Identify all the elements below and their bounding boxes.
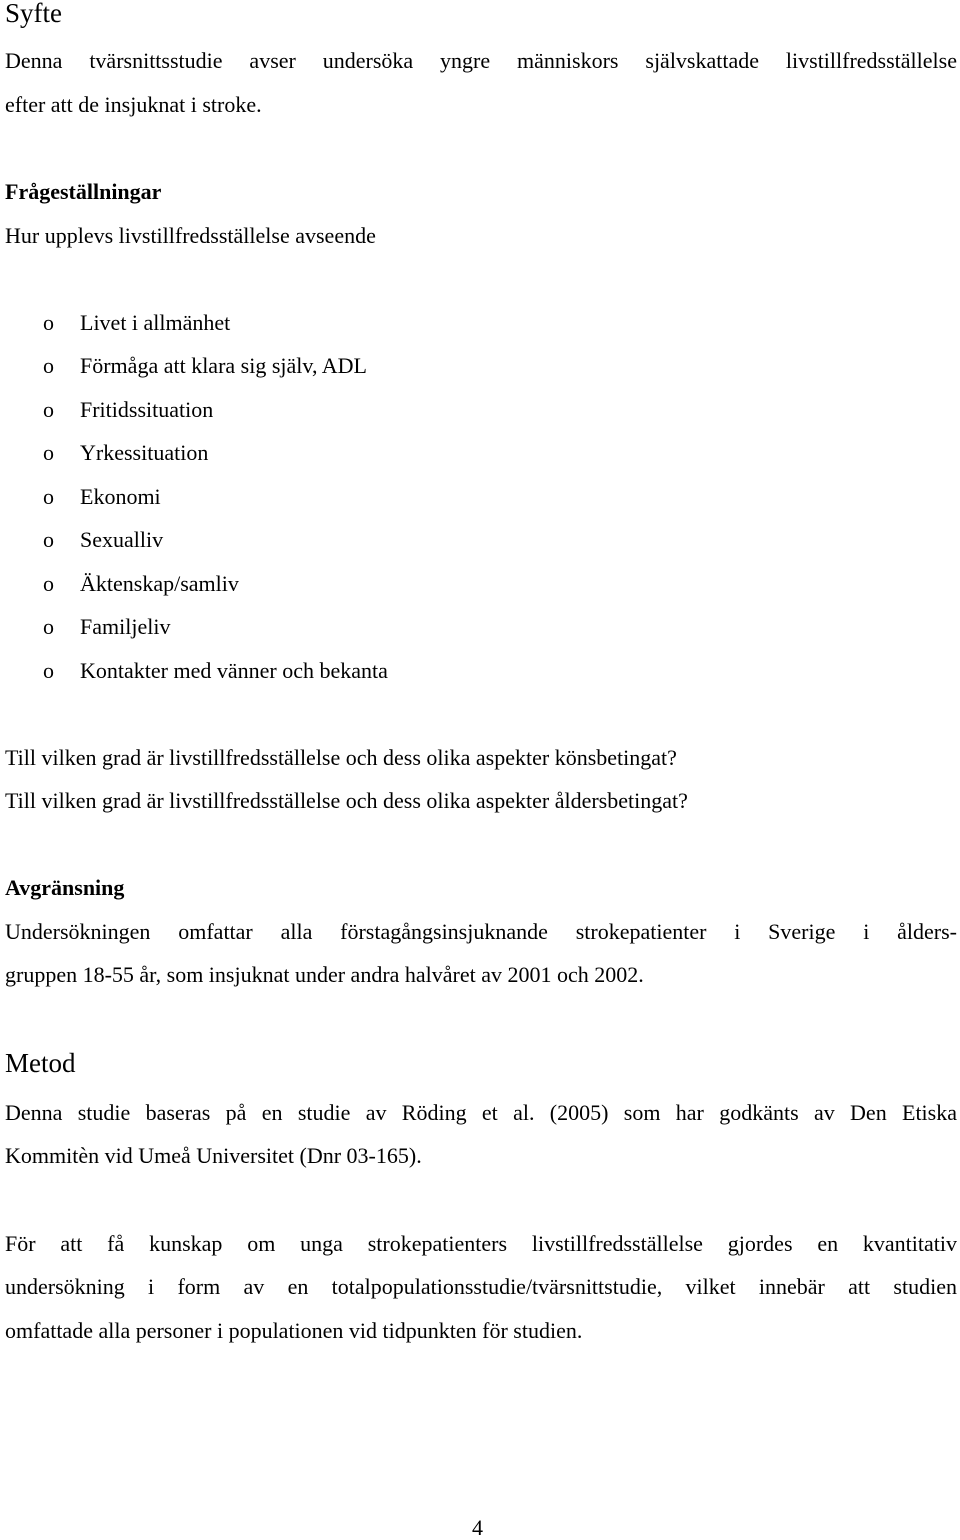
list-item-label: Ekonomi bbox=[80, 484, 161, 509]
metod-p1-line-2: Kommitèn vid Umeå Universitet (Dnr 03-165). bbox=[5, 1143, 422, 1168]
list-item-label: Livet i allmänhet bbox=[80, 310, 231, 335]
metod-p1-line-1: Denna studie baseras på en studie av Röding et al. (2005) som har godkänts av Den Etiska bbox=[5, 1100, 957, 1125]
bullet-marker: o bbox=[43, 527, 54, 552]
bullet-marker: o bbox=[43, 658, 54, 683]
heading-metod: Metod bbox=[5, 1048, 76, 1078]
page-number: 4 bbox=[472, 1515, 483, 1540]
bullet-marker: o bbox=[43, 484, 54, 509]
list-item-label: Äktenskap/samliv bbox=[80, 571, 239, 596]
syfte-line-2: efter att de insjuknat i stroke. bbox=[5, 92, 262, 117]
bullet-marker: o bbox=[43, 353, 54, 378]
metod-p2-line-2: undersökning i form av en totalpopulationsstudie/tvärsnittstudie, vilket innebär att studien bbox=[5, 1274, 957, 1299]
bullet-marker: o bbox=[43, 571, 54, 596]
bullet-marker: o bbox=[43, 440, 54, 465]
bullet-marker: o bbox=[43, 614, 54, 639]
fragestallningar-intro: Hur upplevs livstillfredsställelse avseende bbox=[5, 223, 376, 248]
list-item-label: Sexualliv bbox=[80, 527, 164, 552]
heading-avgransning: Avgränsning bbox=[5, 875, 125, 900]
bullet-marker: o bbox=[43, 310, 54, 335]
question-gender: Till vilken grad är livstillfredsställelse och dess olika aspekter könsbetingat? bbox=[5, 745, 677, 770]
avgransning-line-1: Undersökningen omfattar alla förstagångsinsjuknande strokepatienter i Sverige i ålders- bbox=[5, 919, 957, 944]
metod-p2-line-1: För att få kunskap om unga strokepatienters livstillfredsställelse gjordes en kvantitativ bbox=[5, 1231, 957, 1256]
list-item-label: Familjeliv bbox=[80, 614, 171, 639]
bullet-marker: o bbox=[43, 397, 54, 422]
list-item-label: Yrkessituation bbox=[80, 440, 209, 465]
syfte-line-1: Denna tvärsnittsstudie avser undersöka yngre människors självskattade livstillfredsställelse bbox=[5, 48, 957, 73]
list-item-label: Förmåga att klara sig själv, ADL bbox=[80, 353, 367, 378]
avgransning-line-2: gruppen 18-55 år, som insjuknat under andra halvåret av 2001 och 2002. bbox=[5, 962, 644, 987]
heading-syfte: Syfte bbox=[5, 0, 62, 28]
list-item-label: Fritidssituation bbox=[80, 397, 214, 422]
metod-p2-line-3: omfattade alla personer i populationen vid tidpunkten för studien. bbox=[5, 1318, 583, 1343]
heading-fragestallningar: Frågeställningar bbox=[5, 179, 162, 204]
question-age: Till vilken grad är livstillfredsställelse och dess olika aspekter åldersbetingat? bbox=[5, 788, 688, 813]
list-item-label: Kontakter med vänner och bekanta bbox=[80, 658, 388, 683]
